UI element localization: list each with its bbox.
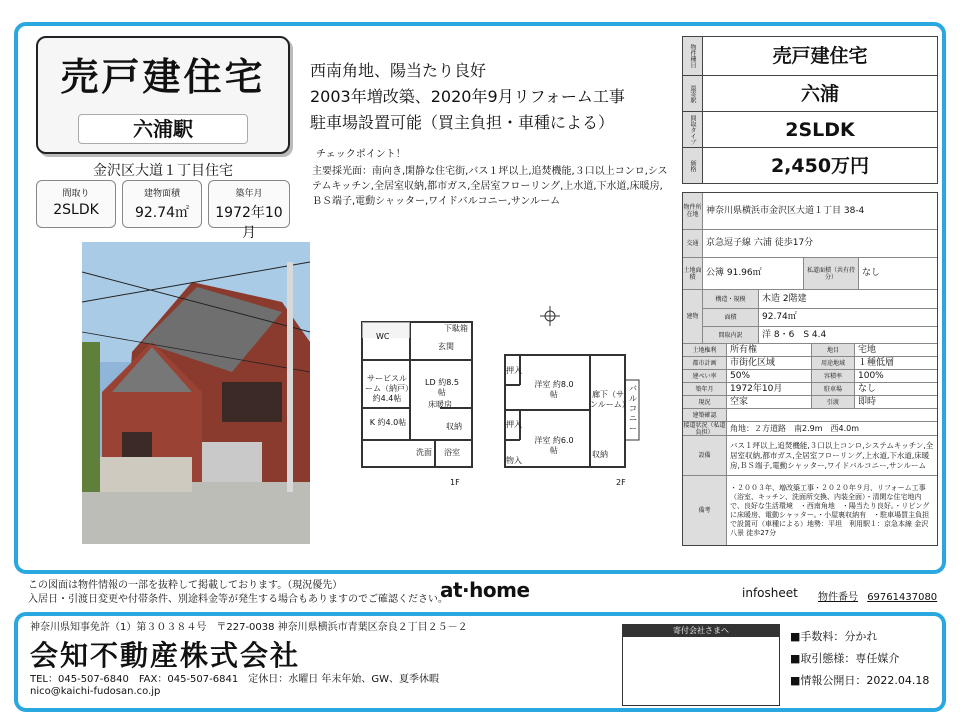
detail-label: 物件所在地 [683, 193, 703, 229]
fp-label: 収納 [446, 422, 462, 431]
detail-label: 現況 [683, 396, 727, 408]
detail-label: 建ぺい率 [683, 370, 727, 382]
detail-value: ・２００３年、増改築工事・２０２０年９月、リフォーム工事（浴室、キッチン、洗面所交換、内装全面）・清閑な住宅地内で、良好な生活環境 ・西南角地 ・陽当たり良好。・リビングに床暖房、電動シャッター。・小屋裏収納有 ・駐車場買主負担で設置可（車種による）地勢：平坦 利用駅１：京急本線 金沢八景 徒歩27分 [730, 483, 930, 537]
detail-label: 駐車場 [811, 383, 855, 395]
fee-line: ■情報公開日：2022.04.18 [790, 674, 930, 687]
summary-label: 最寄駅 [683, 76, 703, 111]
detail-value: 角地：２方道路 南2.9m 西4.0m [730, 424, 860, 433]
fp-label: 洋室 約6.0帖 [534, 436, 574, 455]
fp-label: WC [376, 332, 390, 341]
customer-box [622, 624, 780, 706]
item-number-label: 物件番号 [818, 592, 858, 603]
detail-row [683, 475, 937, 545]
detail-row [683, 343, 937, 356]
detail-row [683, 369, 937, 382]
detail-value: １種低層 [858, 357, 895, 368]
fp-label: 浴室 [444, 448, 460, 457]
headline: 2003年増改築、2020年9月リフォーム工事 [310, 87, 625, 106]
detail-value: 空家 [730, 396, 749, 407]
disclaimer: 入居日・引渡日変更や付帯条件、別途料金等が発生する場合もありますのでご確認ください。 [28, 594, 448, 605]
detail-value: 1972年10月 [730, 383, 783, 394]
item-number-value: 69761437080 [867, 592, 938, 603]
detail-label: 地目 [811, 344, 855, 356]
detail-label: 建物 [683, 290, 703, 343]
detail-row [683, 229, 937, 257]
fp-label: 下駄箱 [444, 324, 468, 333]
fee-line: ■手数料：分かれ [790, 630, 878, 643]
summary-label: 価格 [683, 148, 703, 183]
detail-row [683, 435, 937, 475]
detail-value: 公簿 91.96㎡ [706, 268, 762, 278]
summary-row [683, 147, 937, 183]
spec-label: 築年月 [235, 189, 263, 199]
fp-label: 押入 [506, 420, 522, 429]
detail-value: 京急逗子線 六浦 徒歩17分 [706, 238, 814, 248]
detail-label: 容積率 [811, 370, 855, 382]
headline: 駐車場設置可能（買主負担・車種による） [310, 113, 615, 132]
detail-label: 面積 [703, 308, 759, 326]
floor-plan [340, 300, 650, 490]
detail-label: 間取内訳 [703, 326, 759, 344]
floor-label-2f: 2F [616, 478, 626, 487]
detail-label: 用途地域 [811, 357, 855, 369]
detail-label: 設備 [683, 436, 727, 475]
area-name: 金沢区大道１丁目住宅 [93, 163, 233, 179]
item-number [818, 588, 937, 603]
fp-label: 玄関 [438, 342, 454, 351]
headlines [310, 58, 680, 136]
spec-label: 建物面積 [143, 189, 180, 199]
spec-value: 2SLDK [53, 202, 99, 218]
infosheet-label: infosheet [742, 586, 798, 600]
transaction-info [790, 626, 929, 692]
detail-value: 洋 8・6 S 4.4 [759, 326, 937, 344]
price: 2,450万円 [770, 155, 870, 177]
fp-label: 洋室 約8.0帖 [534, 380, 574, 399]
features-text: 主要採光面：南向き,閑静な住宅街,バス１坪以上,追焚機能,３口以上コンロ,システムキッチン,全居室収納,都市ガス,全居室フローリング,上水道,下水道,床暖房,ＢＳ端子,電動シャッター,ワイドバルコニー,サンルーム [312, 166, 668, 207]
summary-value: 2SLDK [785, 119, 855, 141]
summary-label: 間取タイプ [683, 112, 703, 147]
athome-logo: at·home [440, 578, 530, 602]
detail-row [683, 408, 937, 421]
customer-box-heading: 寄付会社さまへ [623, 625, 779, 637]
detail-row [683, 193, 937, 229]
fp-label: LD 約8.5帖 [425, 378, 459, 397]
summary-row [683, 37, 937, 75]
check-point-heading: チェックポイント！ [316, 149, 406, 160]
disclaimer: この図面は物件情報の一部を抜粋して掲載しております。（現況優先） [28, 580, 343, 591]
license-address: 神奈川県知事免許（1）第３０３８４号 〒227-0038 神奈川県横浜市青葉区奈良２丁目２５－２ [30, 622, 468, 633]
company-name: 会知不動産株式会社 [30, 639, 301, 672]
detail-label: 備考 [683, 476, 727, 545]
detail-row [683, 356, 937, 369]
detail-value: 宅地 [858, 344, 877, 355]
detail-value: 所有権 [730, 344, 758, 355]
spec-label: 間取り [62, 189, 90, 199]
spec-floor-area [122, 180, 202, 228]
fp-label: K 約4.0帖 [369, 418, 407, 427]
fp-label: 収納 [592, 450, 608, 459]
fp-label: 廊下（サンルーム） [590, 390, 630, 409]
detail-label: 都市計画 [683, 357, 727, 369]
fp-label: 押入 [506, 366, 522, 375]
detail-row [683, 257, 937, 289]
detail-row [683, 395, 937, 408]
detail-value: なし [862, 268, 881, 278]
detail-label: 私道面積（共有持分） [803, 258, 859, 289]
detail-row [683, 289, 937, 343]
detail-value: 100% [858, 370, 884, 381]
details-table [682, 192, 938, 546]
detail-value: 即時 [858, 396, 877, 407]
detail-label: 接道状況（私道負担） [683, 421, 726, 436]
contact-info: TEL：045-507-6840 FAX：045-507-6841 定休日：水曜日 年末年始、GW、夏季休暇 [30, 674, 440, 685]
detail-label: 構造・規模 [703, 290, 759, 308]
summary-box [682, 36, 938, 184]
summary-value: 売戸建住宅 [772, 45, 868, 67]
fp-label: 床暖房 [428, 400, 452, 409]
fp-label: 物入 [506, 456, 522, 465]
floor-label-1f: 1F [450, 478, 460, 487]
detail-value: 神奈川県横浜市金沢区大道１丁目 38-4 [706, 205, 865, 216]
detail-label: 引渡 [811, 396, 855, 408]
summary-value: 六浦 [800, 83, 839, 105]
detail-label: 土地権利 [683, 344, 727, 356]
property-photo [82, 242, 310, 544]
spec-value: 1972年10月 [215, 205, 283, 241]
detail-value: 木造 2階建 [762, 293, 807, 304]
fp-label: バルコニー [629, 384, 637, 433]
spec-value: 92.74㎡ [134, 205, 190, 221]
property-type-title: 売戸建住宅 [60, 55, 266, 99]
fp-label: 洗面 [416, 448, 432, 457]
detail-label: 建築確認 [683, 409, 727, 421]
detail-value: 50% [730, 370, 751, 381]
detail-value: 市街化区域 [730, 357, 776, 368]
detail-row [683, 382, 937, 395]
detail-label: 築年月 [683, 383, 727, 395]
summary-row [683, 75, 937, 111]
detail-label: 交通 [683, 230, 703, 257]
spec-layout [36, 180, 116, 228]
spec-built-date [208, 180, 290, 241]
detail-row [683, 421, 937, 435]
email-address[interactable]: nico@kaichi-fudosan.co.jp [30, 686, 161, 697]
detail-label: 土地面積 [683, 258, 703, 289]
summary-label: 物件種目 [683, 37, 703, 75]
title-box [36, 36, 290, 154]
station-name: 六浦駅 [78, 114, 248, 144]
detail-value: なし [858, 383, 877, 394]
summary-row [683, 111, 937, 147]
fp-label: サービスルーム（納戸）約4.4帖 [365, 374, 409, 403]
fee-line: ■取引態様：専任媒介 [790, 652, 900, 665]
detail-value: 92.74㎡ [759, 308, 937, 326]
headline: 西南角地、陽当たり良好 [310, 61, 487, 80]
detail-value: バス１坪以上,追焚機能,３口以上コンロ,システムキッチン,全居室収納,都市ガス,全居室フローリング,上水道,下水道,床暖房,ＢＳ端子,電動シャッター,ワイドバルコニー,サンルーム [730, 440, 934, 470]
